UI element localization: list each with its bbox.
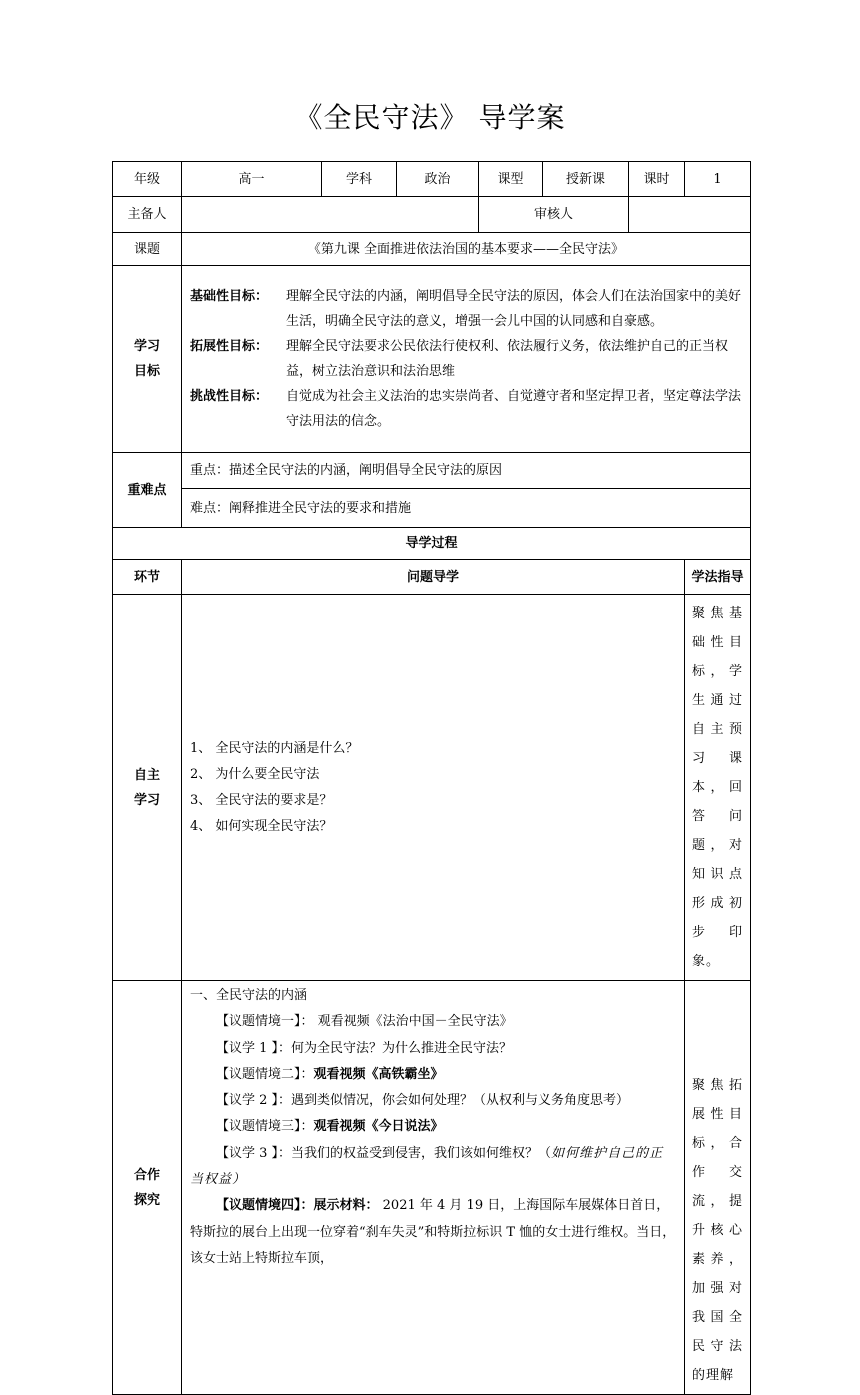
topic-row — [113, 233, 751, 266]
question-item: 1、 全民守法的内涵是什么？ — [190, 740, 359, 756]
question-item: 3、 全民守法的要求是？ — [190, 792, 333, 808]
goal-item — [190, 284, 742, 334]
self-study-label-line2: 学习 — [133, 792, 160, 808]
goals-label-line1: 学习 — [133, 339, 160, 354]
scenario-3 — [190, 1114, 676, 1140]
grade-label: 年级 — [113, 162, 182, 197]
goal-text: 理解全民守法要求公民依法行使权利、依法履行义务，依法维护自己的正当权益，树立法治意识和法治思维 — [286, 339, 729, 379]
coop-row — [113, 981, 751, 1395]
scenario-2-text: 观看视频《高铁霸坐》 — [313, 1066, 444, 1082]
self-study-row — [113, 595, 751, 981]
key-points-label: 重难点 — [113, 453, 182, 528]
reviewer-value — [629, 197, 751, 233]
preparer-value — [182, 197, 479, 233]
scenario-4 — [190, 1193, 676, 1272]
scenario-1-tag: 【议题情境一】： — [216, 1014, 314, 1030]
question-item: 4、 如何实现全民守法？ — [190, 818, 333, 834]
goal-key: 挑战性目标： — [190, 389, 269, 404]
goals-row — [113, 266, 751, 453]
info-row-2 — [113, 197, 751, 233]
self-study-label — [113, 595, 182, 981]
goals-content — [182, 266, 751, 453]
coop-content — [182, 981, 685, 1395]
goal-item — [190, 334, 742, 384]
scenario-3-tag: 【议题情境三】： — [216, 1119, 314, 1135]
topic-value: 《第九课 全面推进依法治国的基本要求——全民守法》 — [182, 233, 751, 266]
subject-label: 学科 — [322, 162, 397, 197]
scenario-4-tag: 【议题情境四】： — [216, 1198, 314, 1214]
preparer-label: 主备人 — [113, 197, 182, 233]
important-point: 重点：描述全民守法的内涵，阐明倡导全民守法的原因 — [182, 453, 751, 489]
subject-value: 政治 — [397, 162, 479, 197]
lesson-plan-table — [112, 161, 751, 1395]
hours-label: 课时 — [629, 162, 685, 197]
coop-section-title: 一、全民守法的内涵 — [190, 988, 308, 1003]
goal-text: 理解全民守法的内涵，阐明倡导全民守法的原因，体会人们在法治国家中的美好生活，明确全民守法的意义，增强一会儿中国的认同感和自豪感。 — [286, 289, 742, 329]
process-header-row — [113, 560, 751, 595]
coop-label-line2: 探究 — [133, 1192, 160, 1208]
question-1-tag: 【议学 1 】： — [216, 1040, 292, 1056]
important-row — [113, 453, 751, 489]
question-1 — [190, 1036, 676, 1062]
scenario-2 — [190, 1062, 676, 1088]
reviewer-label: 审核人 — [479, 197, 629, 233]
difficult-point: 难点：阐释推进全民守法的要求和措施 — [182, 489, 751, 528]
col-guide: 学法指导 — [685, 560, 751, 595]
type-value: 授新课 — [543, 162, 629, 197]
question-3 — [190, 1141, 676, 1194]
process-heading: 导学过程 — [113, 528, 751, 560]
difficult-row — [113, 489, 751, 528]
goal-key: 拓展性目标： — [190, 339, 269, 354]
hours-value: 1 — [685, 162, 751, 197]
question-2-text: 遇到类似情况，你会如何处理？（从权利与义务角度思考） — [291, 1093, 630, 1109]
self-study-questions — [182, 595, 685, 981]
coop-label — [113, 981, 182, 1395]
topic-label: 课题 — [113, 233, 182, 266]
question-2-tag: 【议学 2 】： — [216, 1093, 292, 1109]
question-2 — [190, 1088, 676, 1114]
goal-text: 自觉成为社会主义法治的忠实崇尚者、自觉遵守者和坚定捍卫者，坚定尊法学法守法用法的信念。 — [286, 389, 742, 429]
col-questions: 问题导学 — [182, 560, 685, 595]
question-3-handwritten: 如何维护自己的正当权益） — [190, 1145, 664, 1188]
question-3-text: 当我们的权益受到侵害，我们该如何维权？（ — [291, 1145, 552, 1161]
question-1-text: 何为全民守法？为什么推进全民守法？ — [291, 1040, 513, 1056]
coop-guide: 聚焦拓展性目标，合作交流，提升核心素养，加强对我国全民守法的理解 — [685, 981, 751, 1395]
info-row-1 — [113, 162, 751, 197]
goal-key: 基础性目标： — [190, 289, 269, 304]
coop-label-line1: 合作 — [133, 1167, 160, 1183]
self-study-guide: 聚焦基础性目标，学生通过自主预习课本，回答问题，对知识点形成初步印象。 — [685, 595, 751, 981]
question-item: 2、 为什么要全民守法 — [190, 766, 320, 782]
scenario-3-text: 观看视频《今日说法》 — [313, 1119, 444, 1135]
scenario-1 — [190, 1009, 676, 1035]
process-heading-row — [113, 528, 751, 560]
scenario-4-lead: 展示材料： — [313, 1198, 379, 1214]
goals-label-line2: 目标 — [133, 364, 160, 379]
goals-label — [113, 266, 182, 453]
scenario-2-tag: 【议题情境二】： — [216, 1066, 314, 1082]
page-title: 《全民守法》 导学案 — [294, 101, 566, 134]
goal-item — [190, 384, 742, 434]
question-3-tag: 【议学 3 】： — [216, 1145, 292, 1161]
col-stage: 环节 — [113, 560, 182, 595]
scenario-1-text: 观看视频《法治中国－全民守法》 — [313, 1014, 513, 1030]
self-study-label-line1: 自主 — [133, 767, 160, 783]
grade-value: 高一 — [182, 162, 322, 197]
type-label: 课型 — [479, 162, 543, 197]
scenario-4-text: 2021 年 4 月 19 日，上海国际车展媒体日首日，特斯拉的展台上出现一位穿着“刹车失灵”和特斯拉标识 T 恤的女士进行维权。当日，该女士站上特斯拉车顶， — [190, 1198, 676, 1266]
